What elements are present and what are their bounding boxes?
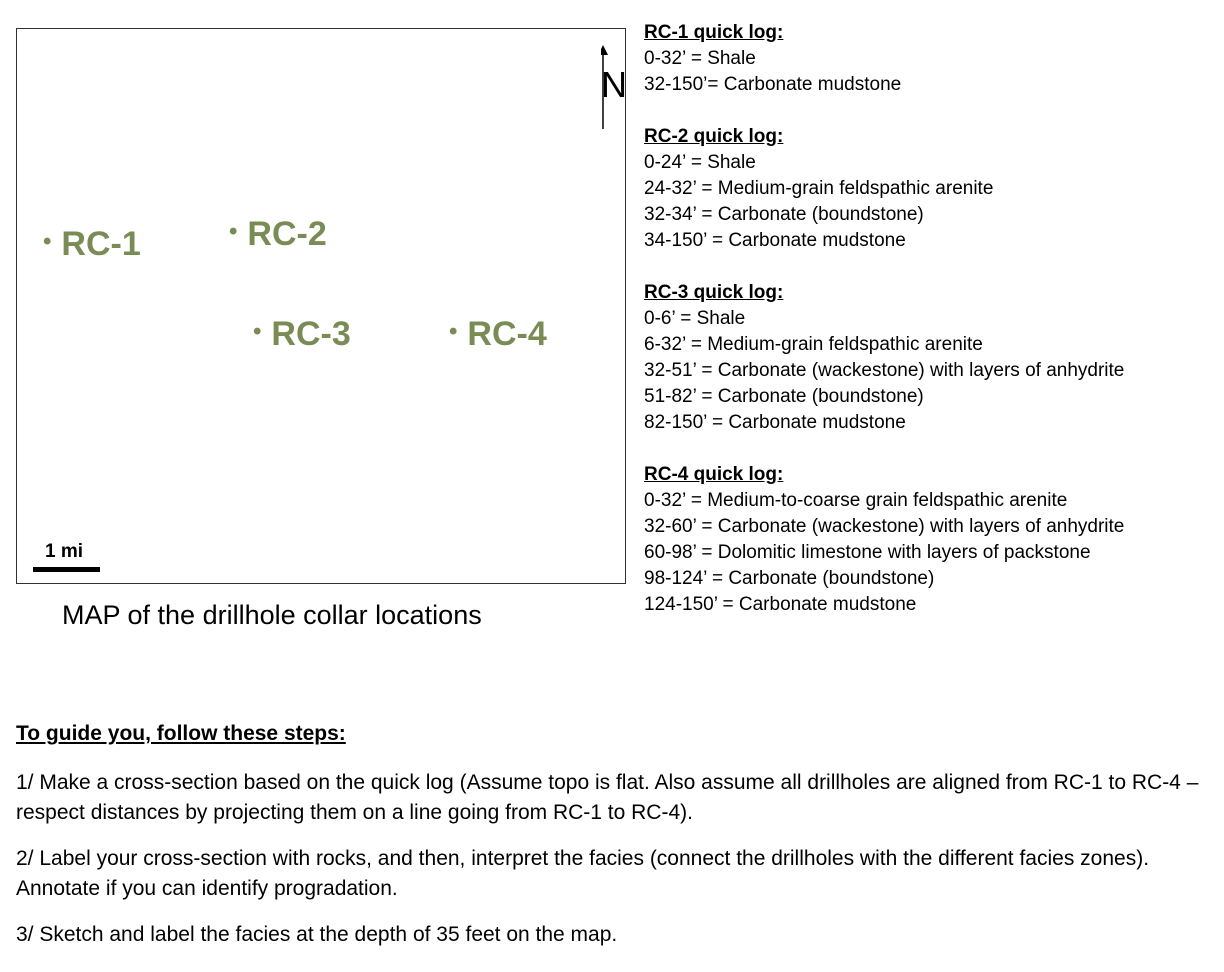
well-rc-2: • RC-2	[229, 215, 327, 253]
scale-bar	[33, 567, 100, 572]
well-marker-icon: •	[229, 218, 238, 245]
north-arrow	[601, 39, 631, 129]
log-line: 32-60’ = Carbonate (wackestone) with layers of anhydrite	[644, 516, 1125, 537]
log-line: 60-98’ = Dolomitic limestone with layers of packstone	[644, 542, 1091, 563]
steps-section	[16, 722, 1206, 966]
scale-label: 1 mi	[45, 541, 84, 562]
log-line: 124-150’ = Carbonate mudstone	[644, 594, 917, 615]
quick-logs	[644, 20, 1124, 644]
step-1: 1/ Make a cross-section based on the quick log (Assume topo is flat. Also assume all drillholes are aligned from RC-1 to RC-4 – respect distances by projecting them on a line going from RC-1 to RC-4).	[16, 771, 1199, 824]
well-rc-3: • RC-3	[253, 315, 351, 353]
log-rc-3	[644, 280, 1124, 436]
step-3: 3/ Sketch and label the facies at the depth of 35 feet on the map.	[16, 923, 618, 946]
log-line: 0-32’ = Shale	[644, 48, 756, 69]
well-marker-icon: •	[253, 318, 262, 345]
log-title: RC-1 quick log:	[644, 22, 784, 43]
well-marker-icon: •	[43, 228, 52, 255]
log-line: 0-24’ = Shale	[644, 152, 756, 173]
log-title: RC-4 quick log:	[644, 464, 784, 485]
location-map	[16, 28, 626, 584]
well-rc-1: • RC-1	[43, 225, 141, 263]
log-title: RC-3 quick log:	[644, 282, 784, 303]
log-line: 32-34’ = Carbonate (boundstone)	[644, 204, 924, 225]
log-line: 82-150’ = Carbonate mudstone	[644, 412, 906, 433]
log-line: 34-150’ = Carbonate mudstone	[644, 230, 906, 251]
log-line: 98-124’ = Carbonate (boundstone)	[644, 568, 935, 589]
log-rc-1	[644, 20, 1124, 98]
log-line: 51-82’ = Carbonate (boundstone)	[644, 386, 924, 407]
log-line: 6-32’ = Medium-grain feldspathic arenite	[644, 334, 983, 355]
log-line: 0-6’ = Shale	[644, 308, 746, 329]
step-2: 2/ Label your cross-section with rocks, and then, interpret the facies (connect the drillholes with the different facies zones). Annotate if you can identify progradation.	[16, 847, 1150, 900]
log-line: 32-51’ = Carbonate (wackestone) with layers of anhydrite	[644, 360, 1125, 381]
steps-title: To guide you, follow these steps:	[16, 722, 346, 745]
log-line: 0-32’ = Medium-to-coarse grain feldspathic arenite	[644, 490, 1068, 511]
log-line: 24-32’ = Medium-grain feldspathic arenite	[644, 178, 994, 199]
log-line: 32-150’= Carbonate mudstone	[644, 74, 902, 95]
log-title: RC-2 quick log:	[644, 126, 784, 147]
north-label: N	[601, 64, 627, 105]
map-caption: MAP of the drillhole collar locations	[62, 600, 482, 630]
log-rc-4	[644, 462, 1124, 618]
well-rc-4: • RC-4	[449, 315, 547, 353]
log-rc-2	[644, 124, 1124, 254]
well-marker-icon: •	[449, 318, 458, 345]
